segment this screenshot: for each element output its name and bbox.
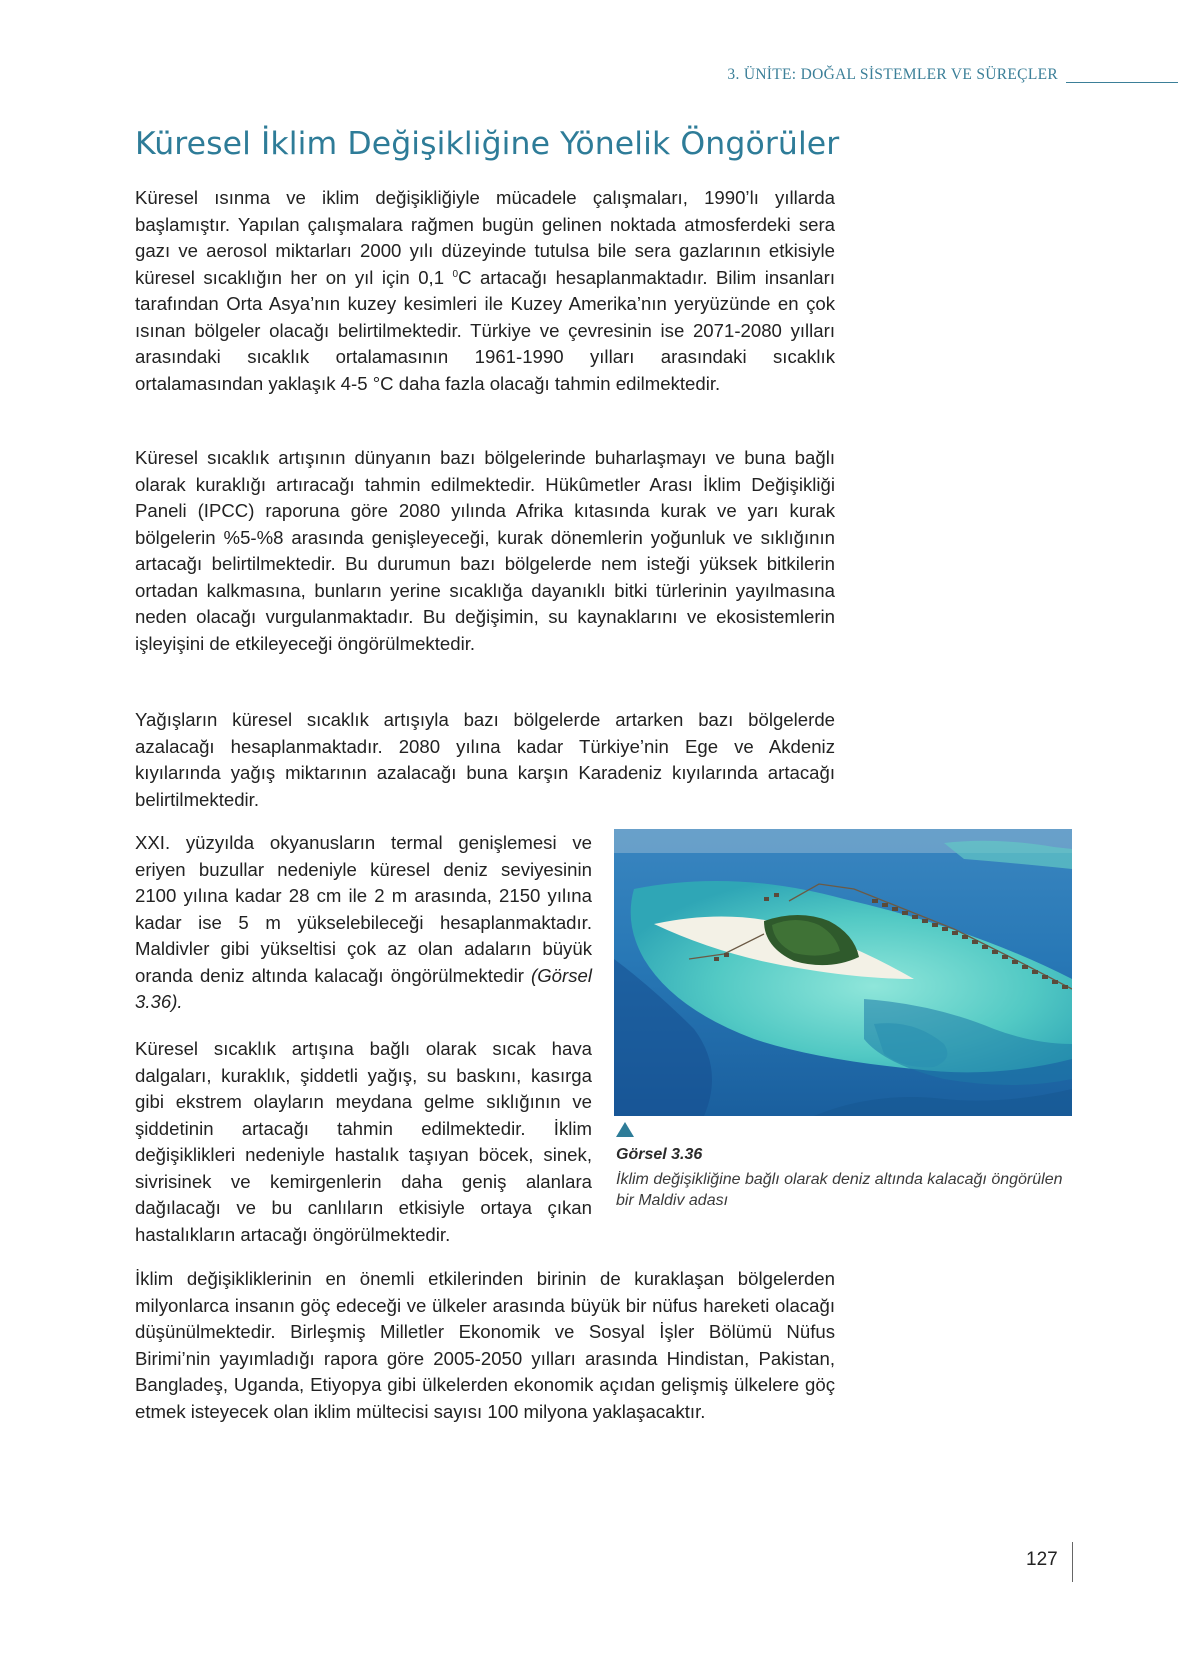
paragraph-2: Küresel sıcaklık artışının dünyanın bazı bölgelerinde buharlaşmayı ve buna bağlı olarak kuraklığı artıracağı tahmin edilmektedir. Hükûmetler Arası İklim Değişikliği Paneli (IPCC) raporuna göre 2080 yılında Afrika kıtasında kurak ve yarı kurak bölgelerin %5-%8 arasında genişleyeceği, kurak dönemlerin yoğunluk ve sıklığının artacağı belirtilmektedir. Bu durumun bazı bölgelerde nem isteği yüksek bitkilerin ortadan kalkmasına, bunların yerine sıcaklığa dayanıklı bitki türlerinin yayılmasına neden olacağı vurgulanmaktadır. Bu değişimin, su kaynaklarını ve ekosistemlerin işleyişini de etkileyeceği öngörülmektedir.	[135, 447, 835, 654]
running-header	[600, 66, 1180, 92]
page-number-rule	[1072, 1542, 1073, 1582]
figure-label: Görsel 3.36	[616, 1146, 703, 1163]
degree-superscript: 0	[452, 268, 459, 280]
paragraph-1	[135, 185, 835, 397]
page-title: Küresel İklim Değişikliğine Yönelik Öngörüler	[135, 126, 840, 162]
unit-title: 3. ÜNİTE: DOĞAL SİSTEMLER VE SÜREÇLER	[727, 66, 1058, 83]
figure-triangle-icon	[616, 1122, 634, 1137]
paragraph-1-part-b: C artacağı hesaplanmaktadır. Bilim insanları tarafından Orta Asya’nın kuzey kesimleri ile Kuzey Amerika’nın yeryüzünde en çok ısınan bölgeler olacağı belirtilmektedir. Türkiye ve çevresinin ise 2071-2080 yılları arasındaki sıcaklık ortalamasının 1961-1990 yılları arasındaki sıcaklık ortalamasından yaklaşık 4-5 °C daha fazla olacağı tahmin edilmektedir.	[135, 266, 835, 394]
maldives-island-photo	[614, 829, 1072, 1116]
paragraph-5: Küresel sıcaklık artışına bağlı olarak sıcak hava dalgaları, kuraklık, şiddetli yağış, su baskını, kasırga gibi ekstrem olayların meydana gelme sıklığının ve şiddetinin artacağı tahmin edilmektedir. İklim değişiklikleri nedeniyle hastalık taşıyan böcek, sinek, sivrisinek ve kemirgenlerin daha geniş alanlara dağılacağı ve bu canlıların etkisiyle ortaya çıkan hastalıkların artacağı öngörülmektedir.	[135, 1038, 592, 1245]
paragraph-1-part-a: Küresel ısınma ve iklim değişikliğiyle mücadele çalışmaları, 1990’lı yıllarda başlamıştır. Yapılan çalışmalara rağmen bugün gelinen noktada atmosferdeki sera gazı ve aerosol miktarları 2000 yılı düzeyinde tutulsa bile sera gazlarının etkisiyle küresel sıcaklığın her on yıl için 0,1	[135, 187, 835, 288]
figure-caption: İklim değişikliğine bağlı olarak deniz altında kalacağı öngörülen bir Maldiv adası	[616, 1171, 1063, 1209]
header-rule	[1066, 82, 1178, 83]
paragraph-6: İklim değişikliklerinin en önemli etkilerinden birinin de kuraklaşan bölgelerden milyonlarca insanın göç edeceği ve ülkeler arasında büyük bir nüfus hareketi olacağı düşünülmektedir. Birleşmiş Milletler Ekonomik ve Sosyal İşler Bölümü Nüfus Birimi’nin yayımladığı rapora göre 2005-2050 yılları arasında Hindistan, Pakistan, Bangladeş, Uganda, Etiyopya gibi ülkelerden ekonomik açıdan gelişmiş ülkelere göç etmek isteyecek olan iklim mültecisi sayısı 100 milyona yaklaşacaktır.	[135, 1268, 835, 1422]
page-number: 127	[1026, 1549, 1058, 1570]
aerial-island-illustration	[614, 829, 1072, 1116]
paragraph-4-text: XXI. yüzyılda okyanusların termal genişlemesi ve eriyen buzullar nedeniyle küresel deniz seviyesinin 2100 yılına kadar 28 cm ile 2 m arasında, 2150 yılına kadar ise 5 m yükselebileceği hesaplanmaktadır. Maldivler gibi yükseltisi çok az olan adaların büyük oranda deniz altında kalacağı öngörülmektedir	[135, 832, 592, 986]
paragraph-3: Yağışların küresel sıcaklık artışıyla bazı bölgelerde artarken bazı bölgelerde azalacağı hesaplanmaktadır. 2080 yılına kadar Türkiye’nin Ege ve Akdeniz kıyılarında yağış miktarının azalacağı buna karşın Karadeniz kıyılarında artacağı belirtilmektedir.	[135, 709, 835, 810]
figure-reference: (Görsel 3.36).	[135, 964, 592, 1012]
paragraph-4	[135, 830, 592, 1016]
